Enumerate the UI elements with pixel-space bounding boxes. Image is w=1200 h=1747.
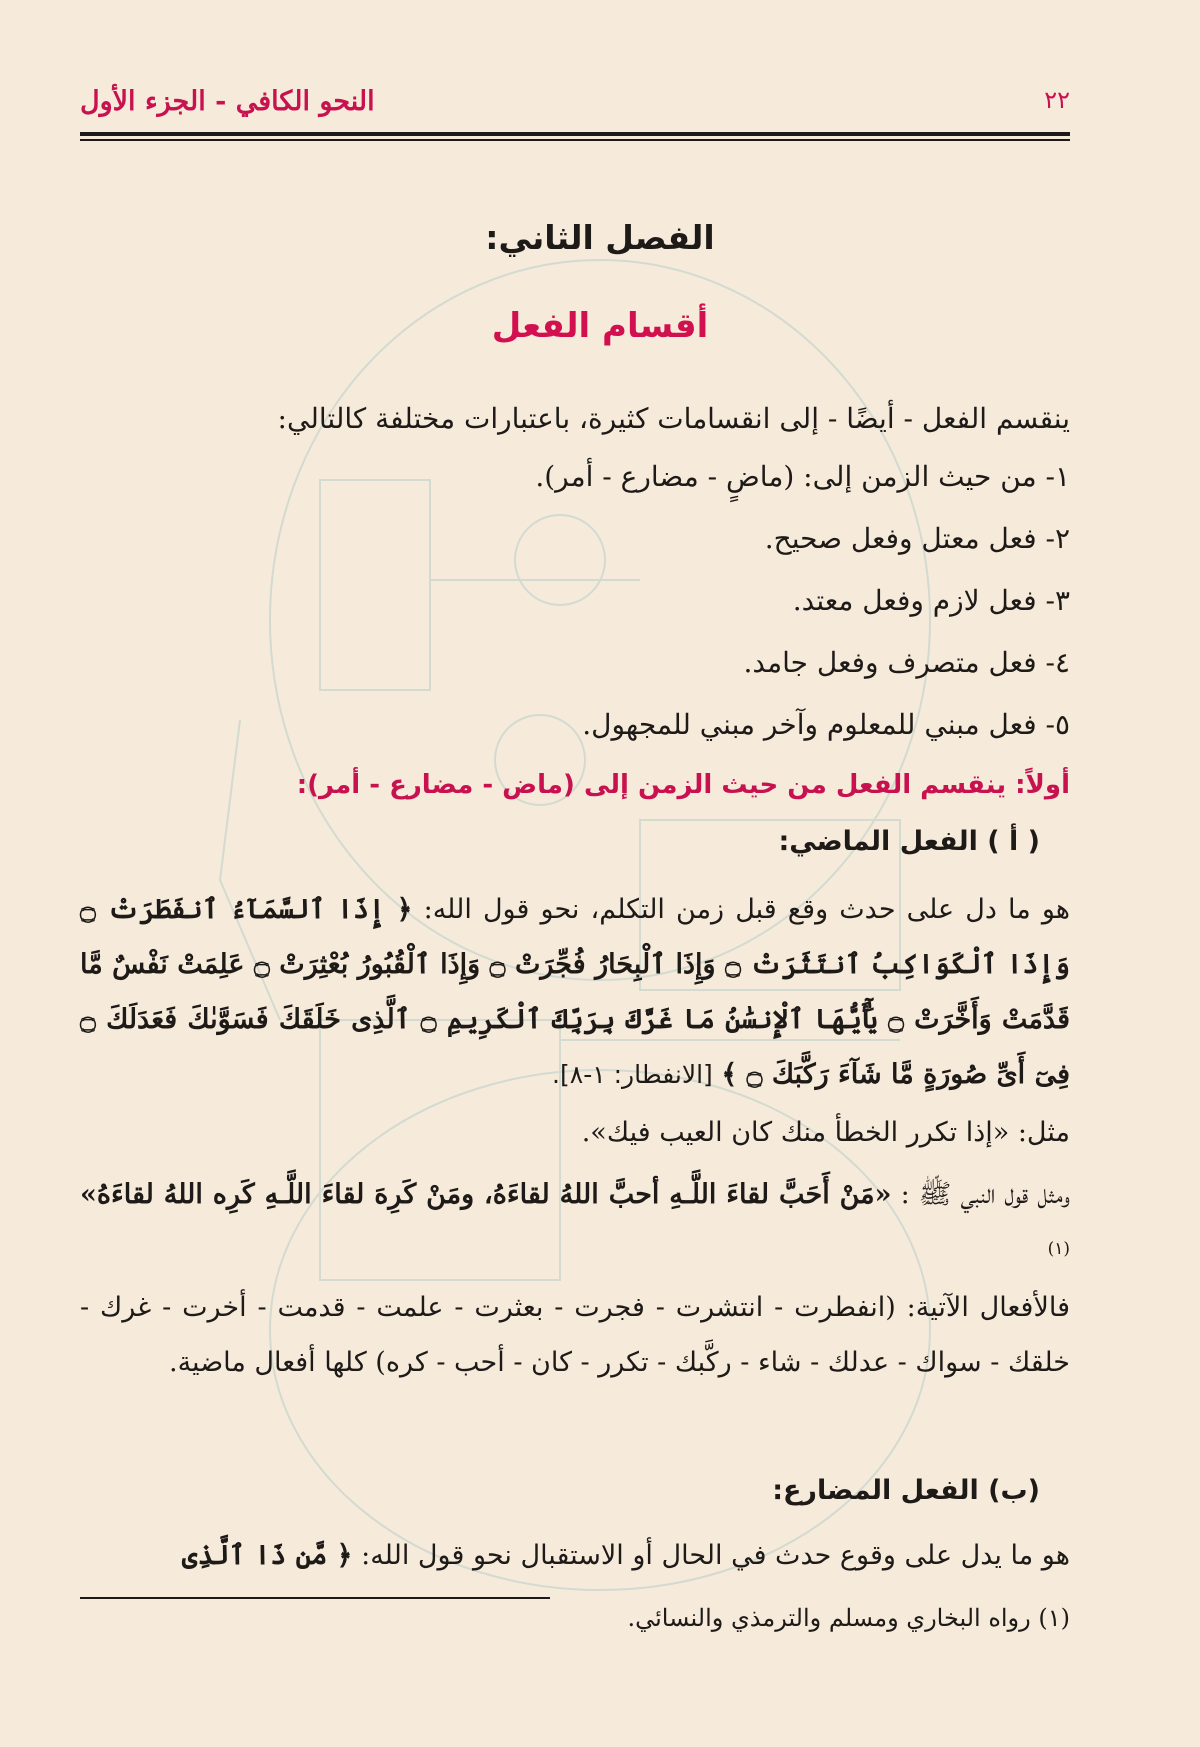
past-definition-lead: هو ما دل على حدث وقع قبل زمن التكلم، نحو قول الله: — [423, 894, 1071, 925]
past-verbs-list: فالأفعال الآتية: (انفطرت - انتشرت - فجرت - بعثرت - علمت - قدمت - أخرت - غرك - خلقك - سواك - عدلك - شاء - ركَّبك - تكرر - كان - أحب - كره) كلها أفعال ماضية. — [80, 1292, 1070, 1378]
section-title: أقسام الفعل — [491, 306, 709, 346]
page-number: ٢٢ — [1044, 86, 1070, 114]
present-verse-start: ﴿ مَّن ذَا ٱلَّذِى — [181, 1540, 353, 1571]
quran-verse: ﴿ إِذَا ٱلسَّمَآءُ ٱنفَطَرَتْ ۝ وَإِذَا ٱلْكَوَاكِبُ ٱنتَثَرَتْ ۝ وَإِذَا ٱلْبِحَارُ فُجِّرَتْ ۝ وَإِذَا ٱلْقُبُورُ بُعْثِرَتْ ۝ عَلِمَتْ نَفْسٌ مَّا قَدَّمَتْ وَأَخَّرَتْ ۝ يَٰٓأَيُّهَا ٱلْإِنسَٰنُ مَا غَرَّكَ بِرَبِّكَ ٱلْكَرِيمِ ۝ ٱلَّذِى خَلَقَكَ فَسَوَّىٰكَ فَعَدَلَكَ ۝ فِىٓ أَىِّ صُورَةٍ مَّا شَآءَ رَكَّبَكَ ۝ ﴾ — [80, 894, 1070, 1090]
hadith-text: «مَنْ أَحَبَّ لقاءَ اللَّـهِ أحبَّ اللهُ لقاءَهُ، ومَنْ كَرِهَ لقاءَ اللَّـهِ كَرِه اللهُ لقاءَهُ» — [80, 1179, 892, 1210]
present-definition-lead: هو ما يدل على وقوع حدث في الحال أو الاستقبال نحو قول الله: — [361, 1540, 1070, 1571]
hadith-lead: ومثل قول النبي ﷺ : — [900, 1179, 1070, 1210]
chapter-title: الفصل الثاني: — [485, 218, 715, 257]
running-header-title: النحو الكافي - الجزء الأول — [80, 86, 375, 117]
division-item: ٥- فعل مبني للمعلوم وآخر مبني للمجهول. — [582, 708, 1070, 741]
footnote-marker: (١) — [1047, 1239, 1070, 1259]
verse-reference: [الانفطار: ١-٨]. — [552, 1060, 713, 1089]
intro-paragraph: ينقسم الفعل - أيضًا - إلى انقسامات كثيرة، باعتبارات مختلفة كالتالي: — [277, 402, 1070, 435]
header-rule-thin — [80, 139, 1070, 141]
hadith-paragraph — [80, 1167, 1070, 1283]
past-definition-paragraph — [80, 882, 1070, 1102]
running-header — [80, 78, 1070, 128]
divisions-list — [80, 446, 1070, 756]
present-definition-paragraph — [80, 1528, 1070, 1583]
division-item: ٤- فعل متصرف وفعل جامد. — [743, 646, 1070, 679]
example-sentence: مثل: «إذا تكرر الخطأ منك كان العيب فيك». — [581, 1117, 1070, 1148]
division-item: ٣- فعل لازم وفعل معتد. — [792, 584, 1070, 617]
part-one-heading: أولاً: ينقسم الفعل من حيث الزمن إلى (ماض - مضارع - أمر): — [296, 770, 1070, 800]
past-tense-heading: ( أ ) الفعل الماضي: — [778, 826, 1040, 857]
header-rule — [80, 132, 1070, 142]
division-item: ٢- فعل معتل وفعل صحيح. — [764, 522, 1070, 555]
footnote: (١) رواه البخاري ومسلم والترمذي والنسائي. — [627, 1604, 1070, 1632]
division-item: ١- من حيث الزمن إلى: (ماضٍ - مضارع - أمر). — [535, 460, 1070, 493]
header-rule-thick — [80, 132, 1070, 136]
present-tense-heading: (ب) الفعل المضارع: — [772, 1475, 1040, 1506]
